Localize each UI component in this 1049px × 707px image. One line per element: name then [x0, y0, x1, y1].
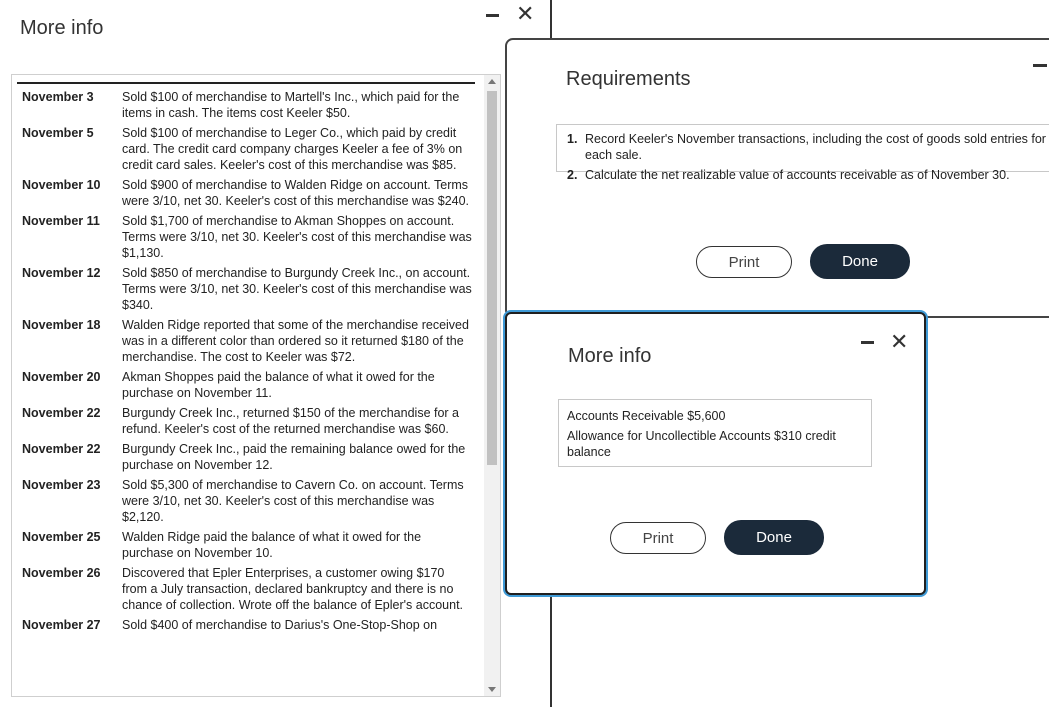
transaction-description: Walden Ridge paid the balance of what it owed for the purchase on November 10.	[122, 530, 422, 560]
allowance-line: Allowance for Uncollectible Accounts $310 credit balance	[567, 429, 836, 459]
transaction-date: November 5	[22, 126, 94, 140]
more-info-dialog	[505, 312, 926, 595]
scrollbar[interactable]	[484, 75, 500, 696]
transaction-row	[22, 617, 472, 633]
requirements-print-button[interactable]: Print	[696, 246, 792, 278]
transaction-row	[22, 317, 472, 365]
transaction-date: November 20	[22, 370, 101, 384]
transaction-description: Discovered that Epler Enterprises, a customer owing $170 from a July transaction, declared bankruptcy and there is no chance of collection. Wrote off the balance of Epler's account.	[122, 566, 464, 612]
transaction-description: Sold $5,300 of merchandise to Cavern Co. on account. Terms were 3/10, net 30. Keeler's cost of this merchandise was $2,120.	[122, 478, 464, 524]
transaction-date: November 18	[22, 318, 101, 332]
scroll-up-arrow-icon[interactable]	[488, 79, 496, 84]
transaction-date: November 3	[22, 90, 94, 104]
transaction-date: November 26	[22, 566, 101, 580]
transaction-description: Walden Ridge reported that some of the merchandise received was in a different color than ordered so it returned $180 of the merchandise. The cost to Keeler was $72.	[122, 318, 469, 364]
transaction-description: Burgundy Creek Inc., returned $150 of the merchandise for a refund. Keeler's cost of the returned merchandise was $60.	[122, 406, 459, 436]
requirement-item	[567, 167, 1049, 183]
transaction-row	[22, 405, 472, 437]
requirement-text: Calculate the net realizable value of accounts receivable as of November 30.	[585, 168, 1010, 182]
transaction-date: November 25	[22, 530, 101, 544]
table-top-rule	[17, 82, 475, 84]
transaction-description: Sold $850 of merchandise to Burgundy Creek Inc., on account. Terms were 3/10, net 30. Keeler's cost of this merchandise was $340.	[122, 266, 472, 312]
more-info-close-icon[interactable]: ✕	[890, 329, 909, 354]
requirements-list	[556, 124, 1049, 182]
requirements-dialog	[505, 38, 1049, 318]
transaction-row	[22, 369, 472, 401]
transaction-description: Akman Shoppes paid the balance of what it owed for the purchase on November 11.	[122, 370, 435, 400]
transaction-row	[22, 177, 472, 209]
transaction-row	[22, 89, 472, 121]
accounts-receivable-line: Accounts Receivable $5,600	[567, 409, 726, 423]
requirements-done-button[interactable]: Done	[810, 244, 910, 279]
transaction-description: Sold $100 of merchandise to Leger Co., which paid by credit card. The credit card company charges Keeler a fee of 3% on credit card sales. Keeler's cost of this merchandise was $85.	[122, 126, 463, 172]
scroll-down-arrow-icon[interactable]	[488, 687, 496, 692]
transaction-date: November 12	[22, 266, 101, 280]
transaction-row	[22, 565, 472, 613]
left-close-icon[interactable]: ✕	[516, 1, 535, 26]
transaction-date: November 10	[22, 178, 101, 192]
transaction-description: Sold $900 of merchandise to Walden Ridge on account. Terms were 3/10, net 30. Keeler's cost of this merchandise was $240.	[122, 178, 470, 208]
transactions-panel[interactable]	[11, 74, 501, 697]
transaction-description: Sold $100 of merchandise to Martell's Inc., which paid for the items in cash. The items cost Keeler $50.	[122, 90, 460, 120]
transaction-date: November 22	[22, 442, 101, 456]
requirement-item	[567, 131, 1049, 163]
requirement-text: Record Keeler's November transactions, including the cost of goods sold entries for each sale.	[585, 132, 1046, 162]
transaction-date: November 27	[22, 618, 101, 632]
more-info-minimize-icon[interactable]	[861, 341, 874, 344]
left-dialog-title: More info	[20, 17, 104, 39]
left-minimize-icon[interactable]	[486, 14, 499, 17]
transaction-date: November 11	[22, 214, 100, 228]
transaction-row	[22, 477, 472, 525]
transaction-date: November 22	[22, 406, 101, 420]
account-balances-box	[558, 399, 872, 467]
transaction-date: November 23	[22, 478, 101, 492]
transaction-row	[22, 213, 472, 261]
transaction-description: Sold $1,700 of merchandise to Akman Shoppes on account. Terms were 3/10, net 30. Keeler's cost of this merchandise was $1,130.	[122, 214, 472, 260]
transaction-row	[22, 441, 472, 473]
requirement-number: 1.	[567, 132, 578, 146]
requirement-number: 2.	[567, 168, 578, 182]
transaction-description: Burgundy Creek Inc., paid the remaining balance owed for the purchase on November 12.	[122, 442, 466, 472]
transaction-row	[22, 529, 472, 561]
more-info-done-button[interactable]: Done	[724, 520, 824, 555]
requirements-title: Requirements	[566, 68, 691, 90]
transaction-row	[22, 265, 472, 313]
requirements-minimize-icon[interactable]	[1033, 64, 1047, 67]
transaction-row	[22, 125, 472, 173]
transaction-description: Sold $400 of merchandise to Darius's One-Stop-Shop on	[122, 618, 438, 632]
more-info-title: More info	[568, 345, 652, 367]
more-info-print-button[interactable]: Print	[610, 522, 706, 554]
scrollbar-thumb[interactable]	[487, 91, 497, 465]
transactions-list	[22, 89, 472, 637]
